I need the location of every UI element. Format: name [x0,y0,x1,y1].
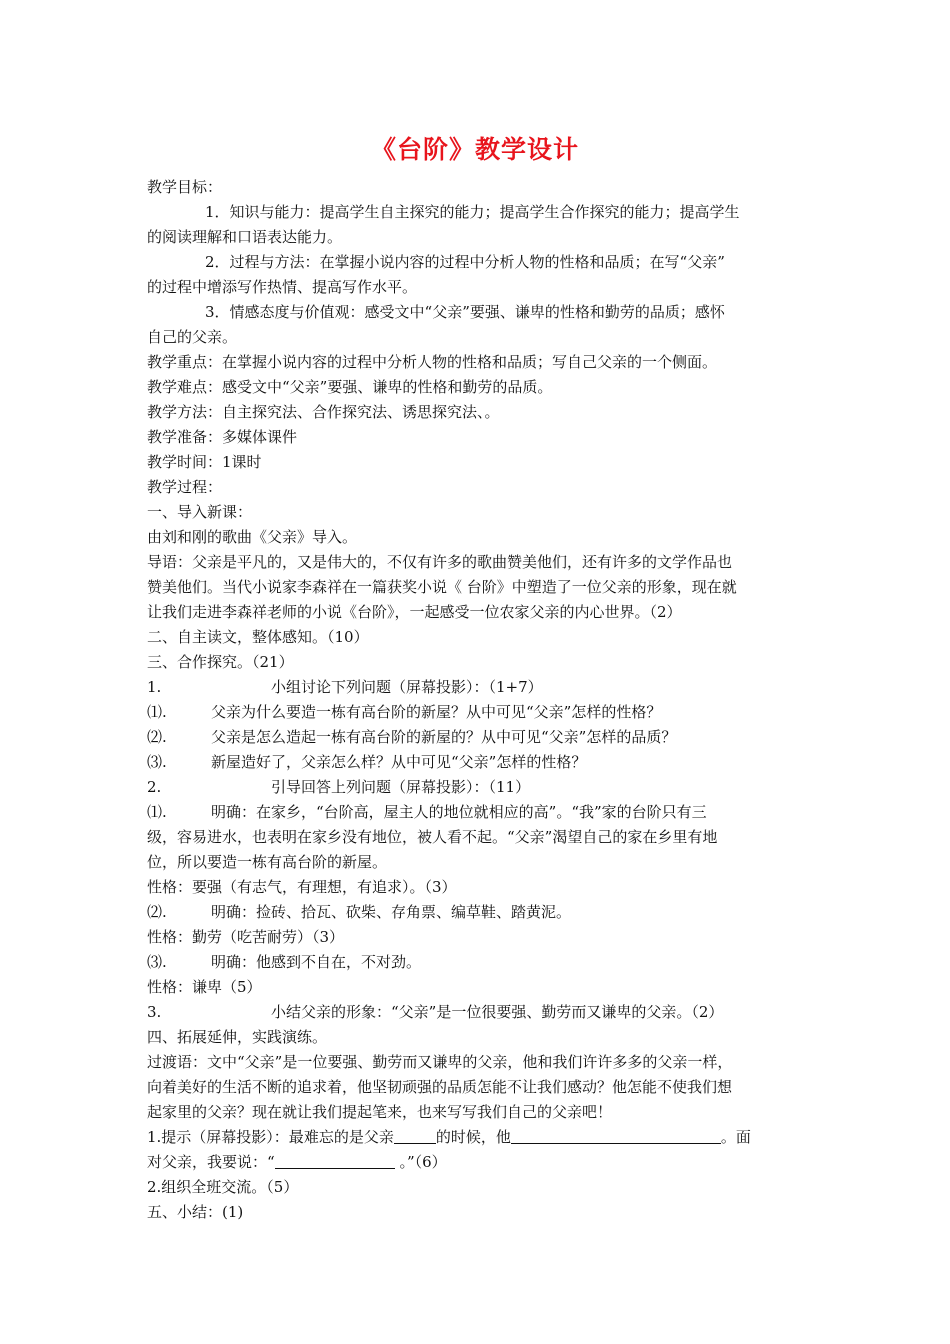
text-line: 性格：谦卑（5） [147,978,262,996]
text-line: 一、导入新课： [147,503,253,521]
text-line: 教学过程： [147,478,223,496]
fill-blank [275,1151,395,1169]
text-line: 二、自主读文，整体感知。（10） [147,628,369,646]
text-line: 教学难点：感受文中“父亲”要强、谦卑的性格和勤劳的品质。 [147,378,553,396]
list-number: ⑵. [147,728,167,746]
list-text: 明确：他感到不自在，不对劲。 [211,953,422,971]
list-item [147,900,807,925]
text-line: 三、合作探究。（21） [147,653,294,671]
text-line: 2.组织全班交流。（5） [147,1178,299,1196]
text-line: 教学重点：在掌握小说内容的过程中分析人物的性格和品质；写自己父亲的一个侧面。 [147,353,718,371]
list-number: 1. [147,678,162,696]
fill-blank [394,1126,436,1144]
list-text: 小组讨论下列问题（屏幕投影）：（1+7） [271,678,543,696]
list-item [147,775,807,800]
list-item [147,750,807,775]
list-number: ⑵. [147,903,167,921]
text-line: 由刘和刚的歌曲《父亲》导入。 [147,528,358,546]
text-line: 自己的父亲。 [147,328,238,346]
prompt-text: 的时候，他 [435,1128,511,1146]
list-number: 2. [147,778,162,796]
text-line: 2．过程与方法：在掌握小说内容的过程中分析人物的性格和品质；在写“父亲” [205,253,725,271]
document-title: 《台阶》教学设计 [370,135,579,164]
text-line: 位，所以要造一栋有高台阶的新屋。 [147,853,388,871]
document-body [147,175,807,1225]
list-number: ⑴. [147,803,167,821]
text-line: 起家里的父亲？现在就让我们提起笔来，也来写写我们自己的父亲吧！ [147,1103,613,1121]
list-item [147,725,807,750]
list-text: 小结父亲的形象：“父亲”是一位很要强、勤劳而又谦卑的父亲。（2） [271,1003,724,1021]
text-line: 过渡语：文中“父亲”是一位要强、勤劳而又谦卑的父亲，他和我们许许多多的父亲一样， [147,1053,733,1071]
list-item [147,675,807,700]
text-line: 性格：勤劳（吃苦耐劳）（3） [147,928,345,946]
text-line: 的阅读理解和口语表达能力。 [147,228,343,246]
text-line: 教学时间：1课时 [147,453,262,471]
text-line: 性格：要强（有志气，有理想，有追求）。（3） [147,878,457,896]
text-line: 教学目标： [147,178,223,196]
list-text: 明确：在家乡，“台阶高，屋主人的地位就相应的高”。“我”家的台阶只有三 [211,803,707,821]
prompt-text: 对父亲，我要说：“ [147,1153,275,1171]
list-item [147,700,807,725]
list-number: ⑴. [147,703,167,721]
fill-blank [511,1126,721,1144]
prompt-line [147,1125,807,1150]
list-item [147,800,807,825]
list-number: 3. [147,1003,162,1021]
list-text: 父亲是怎么造起一栋有高台阶的新屋的？从中可见“父亲”怎样的品质？ [211,728,677,746]
text-line: 让我们走进李森祥老师的小说《台阶》，一起感受一位农家父亲的内心世界。（2） [147,603,682,621]
list-number: ⑶. [147,953,167,971]
text-line: 3．情感态度与价值观：感受文中“父亲”要强、谦卑的性格和勤劳的品质；感怀 [205,303,725,321]
prompt-line [147,1150,807,1175]
list-text: 父亲为什么要造一栋有高台阶的新屋？从中可见“父亲”怎样的性格？ [211,703,662,721]
text-line: 级，容易进水，也表明在家乡没有地位，被人看不起。“父亲”渴望自己的家在乡里有地 [147,828,718,846]
prompt-text: 1.提示（屏幕投影）：最难忘的是父亲 [147,1128,394,1146]
text-line: 赞美他们。当代小说家李森祥在一篇获奖小说《 台阶》中塑造了一位父亲的形象，现在就 [147,578,737,596]
list-number: ⑶. [147,753,167,771]
list-text: 明确：捡砖、拾瓦、砍柴、存角票、编草鞋、踏黄泥。 [211,903,572,921]
text-line: 的过程中增添写作热情、提高写作水平。 [147,278,418,296]
section-heading: 五、小结：(1) [147,1203,244,1221]
text-line: 1．知识与能力：提高学生自主探究的能力；提高学生合作探究的能力；提高学生 [205,203,740,221]
list-text: 新屋造好了，父亲怎么样？从中可见“父亲”怎样的性格？ [211,753,587,771]
prompt-text: 。”（6） [394,1153,447,1171]
text-line: 导语：父亲是平凡的，又是伟大的，不仅有许多的歌曲赞美他们，还有许多的文学作品也 [147,553,733,571]
text-line: 教学准备：多媒体课件 [147,428,298,446]
prompt-text: 。面 [720,1128,751,1146]
list-item [147,950,807,975]
text-line: 教学方法：自主探究法、合作探究法、诱思探究法、。 [147,403,500,421]
list-text: 引导回答上列问题（屏幕投影）：（11） [271,778,531,796]
list-item [147,1000,807,1025]
text-line: 向着美好的生活不断的追求着，他坚韧顽强的品质怎能不让我们感动？他怎能不使我们想 [147,1078,733,1096]
section-heading: 四、拓展延伸，实践演练。 [147,1028,328,1046]
